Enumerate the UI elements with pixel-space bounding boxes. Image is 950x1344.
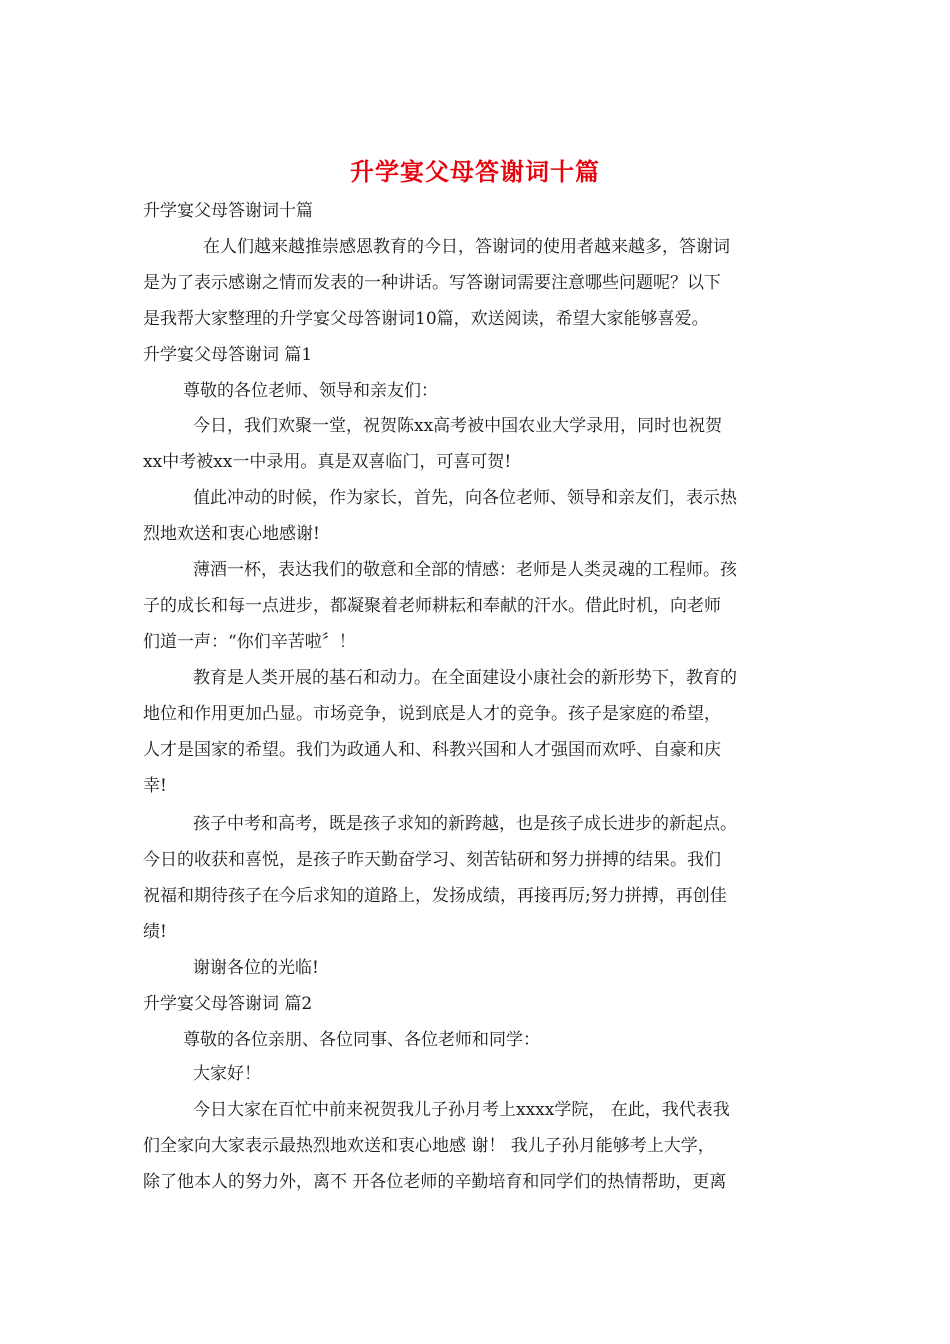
paragraph-line: 值此冲动的时候，作为家长，首先，向各位老师、领导和亲友们，表示热: [193, 488, 737, 508]
paragraph-line: 今日大家在百忙中前来祝贺我儿子孙月考上xxxx学院， 在此，我代表我: [193, 1100, 730, 1120]
intro-line: 在人们越来越推崇感恩教育的今日，答谢词的使用者越来越多，答谢词: [203, 237, 730, 257]
paragraph-line: 地位和作用更加凸显。市场竞争，说到底是人才的竞争。孩子是家庭的希望，: [143, 704, 721, 724]
paragraph-line: 子的成长和每一点进步，都凝聚着老师耕耘和奉献的汗水。借此时机，向老师: [143, 596, 721, 616]
document-title: 升学宴父母答谢词十篇: [350, 157, 600, 186]
section-heading: 升学宴父母答谢词 篇2: [143, 994, 313, 1014]
hello-line: 大家好！: [193, 1064, 261, 1084]
paragraph-line: 今日的收获和喜悦，是孩子昨天勤奋学习、刻苦钻研和努力拼搏的结果。我们: [143, 850, 721, 870]
paragraph-line: 祝福和期待孩子在今后求知的道路上，发扬成绩，再接再厉;努力拼搏，再创佳: [143, 886, 727, 906]
document-subtitle: 升学宴父母答谢词十篇: [143, 201, 313, 221]
closing-line: 谢谢各位的光临!: [193, 958, 319, 978]
paragraph-line: 烈地欢送和衷心地感谢!: [143, 524, 320, 544]
intro-line: 是为了表示感谢之情而发表的一种讲话。写答谢词需要注意哪些问题呢？以下: [143, 273, 721, 293]
intro-line: 是我帮大家整理的升学宴父母答谢词10篇，欢送阅读，希望大家能够喜爱。: [143, 309, 709, 329]
paragraph-line: xx中考被xx一中录用。真是双喜临门，可喜可贺!: [143, 452, 512, 472]
paragraph-line: 绩!: [143, 922, 167, 942]
paragraph-line: 除了他本人的努力外，离不 开各位老师的辛勤培育和同学们的热情帮助，更离: [143, 1172, 727, 1192]
paragraph-line: 们道一声：“你们辛苦啦〞！: [143, 632, 356, 652]
section-heading: 升学宴父母答谢词 篇1: [143, 345, 313, 365]
paragraph-line: 教育是人类开展的基石和动力。在全面建设小康社会的新形势下，教育的: [193, 668, 737, 688]
paragraph-line: 今日，我们欢聚一堂，祝贺陈xx高考被中国农业大学录用，同时也祝贺: [193, 416, 723, 436]
paragraph-line: 们全家向大家表示最热烈地欢送和衷心地感 谢！ 我儿子孙月能够考上大学，: [143, 1136, 715, 1156]
paragraph-line: 薄酒一杯，表达我们的敬意和全部的情感：老师是人类灵魂的工程师。孩: [193, 560, 737, 580]
paragraph-line: 幸!: [143, 776, 167, 796]
paragraph-line: 人才是国家的希望。我们为政通人和、科教兴国和人才强国而欢呼、自豪和庆: [143, 740, 721, 760]
paragraph-line: 孩子中考和高考，既是孩子求知的新跨越，也是孩子成长进步的新起点。: [193, 814, 737, 834]
greeting: 尊敬的各位老师、领导和亲友们：: [183, 381, 438, 401]
greeting: 尊敬的各位亲朋、各位同事、各位老师和同学：: [183, 1030, 540, 1050]
